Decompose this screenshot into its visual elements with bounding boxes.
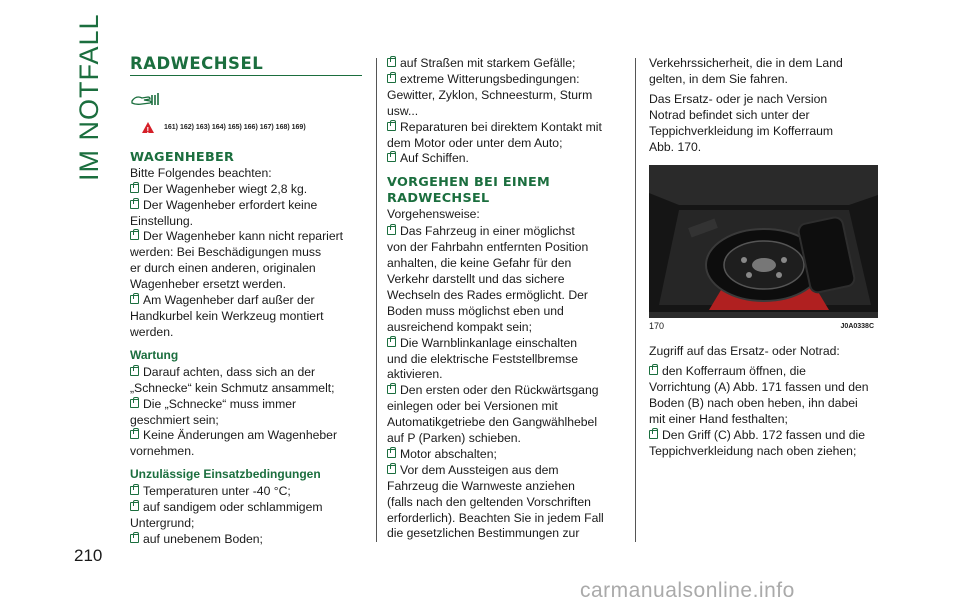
list-item: Am Wagenheber darf außer der <box>130 293 368 309</box>
chapter-side-title: IM NOTFALL <box>74 13 104 181</box>
bullet-icon <box>387 385 396 394</box>
column-separator <box>635 58 636 542</box>
text-line: Bitte Folgendes beachten: <box>130 165 272 180</box>
text-line: mit einer Hand festhalten; <box>649 411 788 426</box>
text-line: Boden (B) nach oben heben, ihn dabei <box>649 396 858 411</box>
bullet-icon <box>130 200 139 209</box>
page-number: 210 <box>74 546 103 565</box>
bullet-icon <box>130 295 139 304</box>
spare-wheel-photo <box>649 165 878 318</box>
text-line: Vorrichtung (A) Abb. 171 fassen und den <box>649 380 869 395</box>
bullet-icon <box>130 502 139 511</box>
list-item: Motor abschalten; <box>387 447 627 463</box>
text-line: erforderlich). Beachten Sie in jedem Fall <box>387 510 604 525</box>
text-line: Boden muss möglichst eben und <box>387 303 564 318</box>
warning-icon <box>142 122 154 133</box>
text-line: usw... <box>387 103 419 118</box>
text-line: einlegen oder bei Versionen mit <box>387 399 558 414</box>
text-line: Verkehr darstellt und das sichere <box>387 271 565 286</box>
list-item: Reparaturen bei direktem Kontakt mit <box>387 120 627 136</box>
text-line: Vorgehensweise: <box>387 207 480 222</box>
list-item: Vor dem Aussteigen aus dem <box>387 463 627 479</box>
bullet-icon <box>387 153 396 162</box>
bullet-icon <box>649 430 658 439</box>
text-line: aktivieren. <box>387 367 443 382</box>
column-3 <box>649 56 884 460</box>
list-item: auf unebenem Boden; <box>130 532 368 548</box>
heading-vorgehen-line2: RADWECHSEL <box>387 191 490 207</box>
text-line: Notrad befindet sich unter der <box>649 107 810 122</box>
list-item: Der Wagenheber erfordert keine <box>130 198 368 214</box>
list-item: Keine Änderungen am Wagenheber <box>130 428 368 444</box>
bullet-icon <box>130 184 139 193</box>
watermark: carmanualsonline.info <box>580 579 795 602</box>
figure-code: J0A0338C <box>840 323 874 331</box>
column-1 <box>130 56 368 548</box>
text-line: werden. <box>130 324 174 339</box>
list-item: Temperaturen unter -40 °C; <box>130 484 368 500</box>
list-item: auf sandigem oder schlammigem <box>130 500 368 516</box>
text-line: Fahrzeug die Warnweste anziehen <box>387 478 575 493</box>
bullet-icon <box>387 338 396 347</box>
text-line: von der Fahrbahn entfernten Position <box>387 240 589 255</box>
bullet-icon <box>130 367 139 376</box>
figure-caption <box>649 319 878 335</box>
column-2 <box>387 56 627 542</box>
list-item: Die „Schnecke“ muss immer <box>130 397 368 413</box>
heading-unzulaessige-einsatzbedingungen: Unzulässige Einsatzbedingungen <box>130 467 321 482</box>
hand-tool-icon <box>130 91 162 109</box>
trunk-spare-wheel-image <box>649 165 878 318</box>
bullet-icon <box>387 74 396 83</box>
text-line: Automatikgetriebe den Gangwählhebel <box>387 415 598 430</box>
bullet-icon <box>387 465 396 474</box>
list-item: auf Straßen mit starkem Gefälle; <box>387 56 627 72</box>
list-item: Die Warnblinkanlage einschalten <box>387 336 627 352</box>
text-line: auf P (Parken) schieben. <box>387 431 521 446</box>
bullet-icon <box>130 430 139 439</box>
heading-vorgehen-line1: VORGEHEN BEI EINEM <box>387 175 551 191</box>
text-line: Wagenheber ersetzt werden. <box>130 277 287 292</box>
list-item: den Kofferraum öffnen, die <box>649 364 884 380</box>
text-line: Teppichverkleidung im Kofferraum <box>649 123 834 138</box>
icon-row <box>130 90 368 110</box>
text-line: geschmiert sein; <box>130 412 219 427</box>
bullet-icon <box>130 534 139 543</box>
bullet-icon <box>387 449 396 458</box>
bullet-icon <box>387 122 396 131</box>
text-line: ausreichend kompakt sein; <box>387 319 532 334</box>
text-line: vornehmen. <box>130 444 195 459</box>
text-line: Abb. 170. <box>649 139 702 154</box>
text-line: und die elektrische Feststellbremse <box>387 351 579 366</box>
section-title: RADWECHSEL <box>130 54 264 73</box>
section-title-rule <box>130 75 362 76</box>
list-item: Auf Schiffen. <box>387 151 627 167</box>
bullet-icon <box>130 486 139 495</box>
text-line: (falls nach den geltenden Vorschriften <box>387 494 591 509</box>
list-item: extreme Witterungsbedingungen: <box>387 72 627 88</box>
list-item: Den ersten oder den Rückwärtsgang <box>387 383 627 399</box>
text-line: Teppichverkleidung nach oben ziehen; <box>649 443 857 458</box>
text-line: werden: Bei Beschädigungen muss <box>130 245 322 260</box>
text-line: „Schnecke“ kein Schmutz ansammelt; <box>130 380 335 395</box>
text-line: Verkehrssicherheit, die in dem Land <box>649 56 843 70</box>
text-line: Zugriff auf das Ersatz- oder Notrad: <box>649 344 840 359</box>
list-item: Den Griff (C) Abb. 172 fassen und die <box>649 428 884 444</box>
bullet-icon <box>387 58 396 67</box>
heading-wartung: Wartung <box>130 347 179 362</box>
text-line: er durch einen anderen, originalen <box>130 261 316 276</box>
heading-wagenheber: WAGENHEBER <box>130 149 235 165</box>
bullet-icon <box>130 231 139 240</box>
bullet-icon <box>649 366 658 375</box>
text-line: Gewitter, Zyklon, Schneesturm, Sturm <box>387 87 593 102</box>
text-line: die gesetzlichen Bestimmungen zur <box>387 526 580 541</box>
text-line: gelten, in dem Sie fahren. <box>649 71 788 86</box>
text-line: Wechseln des Rades ermöglicht. Der <box>387 287 588 302</box>
text-line: Handkurbel kein Werkzeug montiert <box>130 308 324 323</box>
warning-refs <box>130 120 368 136</box>
warning-ref-numbers: 161) 162) 163) 164) 165) 166) 167) 168) 169) <box>164 123 306 131</box>
list-item: Darauf achten, dass sich an der <box>130 365 368 381</box>
text-line: Untergrund; <box>130 516 195 531</box>
list-item: Das Fahrzeug in einer möglichst <box>387 224 627 240</box>
text-line: anhalten, die keine Gefahr für den <box>387 256 572 271</box>
text-line: dem Motor oder unter dem Auto; <box>387 135 563 150</box>
column-separator <box>376 58 377 542</box>
list-item: Der Wagenheber wiegt 2,8 kg. <box>130 182 368 198</box>
bullet-icon <box>387 226 396 235</box>
figure-number: 170 <box>649 321 665 332</box>
bullet-icon <box>130 399 139 408</box>
text-line: Das Ersatz- oder je nach Version <box>649 91 828 106</box>
list-item: Der Wagenheber kann nicht repariert <box>130 229 368 245</box>
text-line: Einstellung. <box>130 213 194 228</box>
